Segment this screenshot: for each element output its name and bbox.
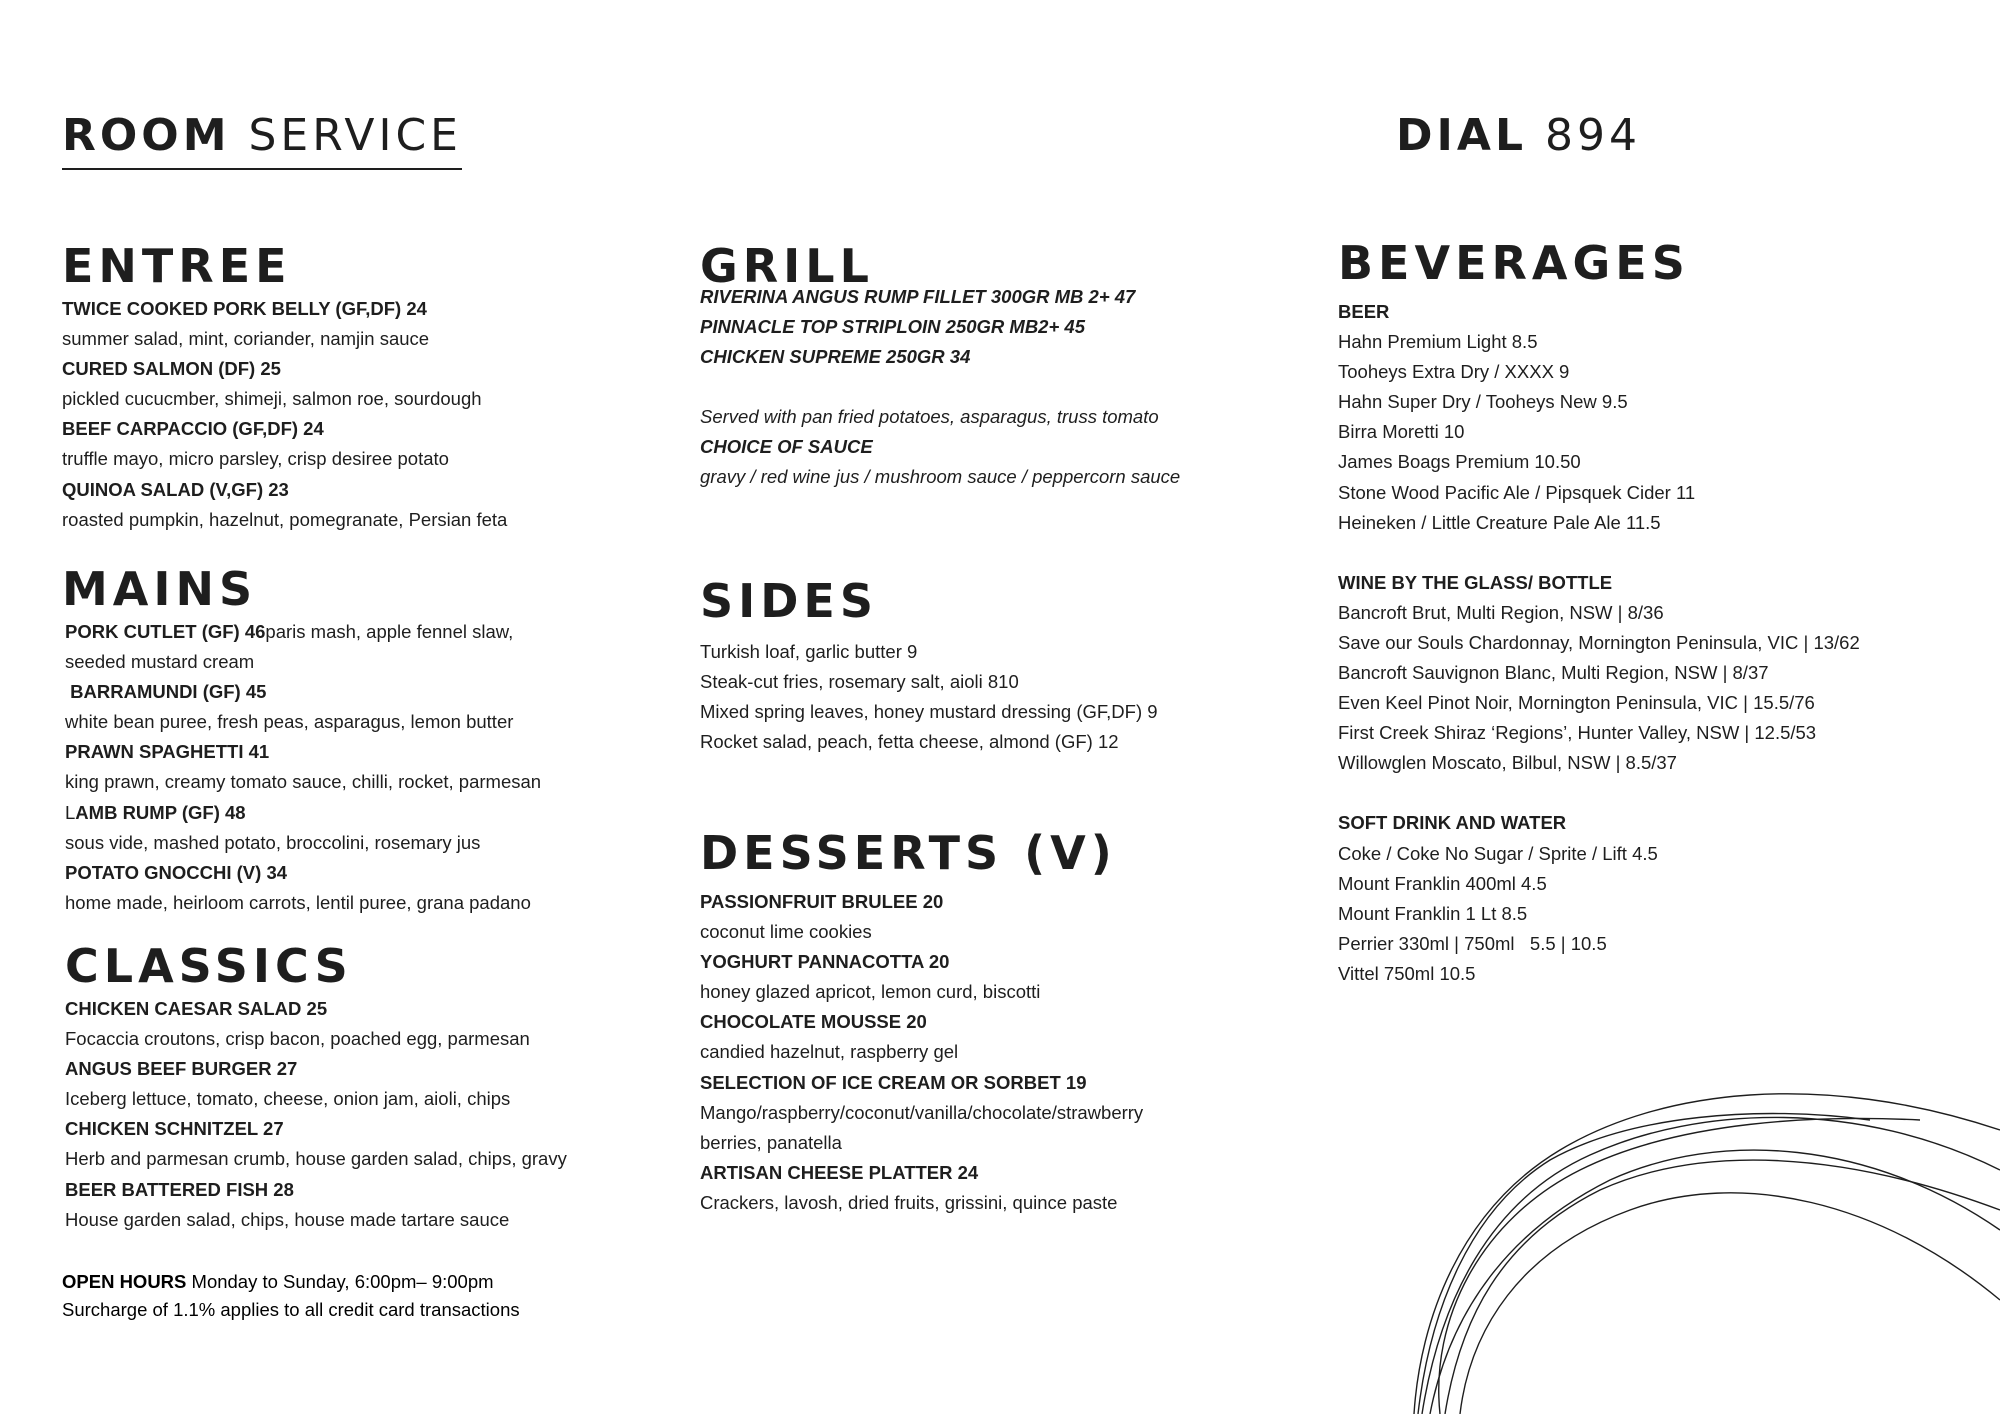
dessert-name: ARTISAN CHEESE PLATTER 24: [700, 1161, 979, 1183]
sauce-options: gravy / red wine jus / mushroom sauce / peppercorn sauce: [700, 466, 1181, 488]
footer-info: [62, 1268, 520, 1324]
side-item: Rocket salad, peach, fetta cheese, almond (GF) 12: [700, 731, 1119, 753]
dessert-name: SELECTION OF ICE CREAM OR SORBET 19: [700, 1071, 1087, 1093]
room-word: ROOM: [62, 110, 231, 161]
beverage-item: Bancroft Sauvignon Blanc, Multi Region, NSW | 8/37: [1338, 662, 1769, 684]
menu-item-desc: truffle mayo, micro parsley, crisp desiree potato: [62, 448, 449, 470]
side-item: Mixed spring leaves, honey mustard dressing (GF,DF) 9: [700, 701, 1158, 723]
grill-title: GRILL: [700, 239, 874, 293]
dial-heading: [1396, 108, 1641, 164]
surcharge-note: Surcharge of 1.1% applies to all credit card transactions: [62, 1299, 520, 1320]
dessert-name: CHOCOLATE MOUSSE 20: [700, 1011, 927, 1033]
beer-heading: BEER: [1338, 301, 1390, 322]
room-service-title: [62, 108, 462, 170]
menu-item-name: POTATO GNOCCHI (V) 34: [65, 861, 288, 883]
menu-item-name: QUINOA SALAD (V,GF) 23: [62, 478, 289, 500]
menu-item-desc: Herb and parmesan crumb, house garden salad, chips, gravy: [65, 1148, 567, 1170]
menu-item-name: PRAWN SPAGHETTI 41: [65, 741, 270, 763]
beverage-item: Mount Franklin 400ml 4.5: [1338, 872, 1547, 894]
beverages-section: [1338, 235, 1860, 989]
beverage-item: Birra Moretti 10: [1338, 421, 1465, 443]
grill-item: PINNACLE TOP STRIPLOIN 250GR MB2+ 45: [700, 316, 1085, 338]
beverage-item: Mount Franklin 1 Lt 8.5: [1338, 902, 1528, 924]
menu-item-desc: king prawn, creamy tomato sauce, chilli, rocket, parmesan: [65, 771, 542, 793]
menu-item-desc: summer salad, mint, coriander, namjin sauce: [62, 328, 430, 350]
menu-item-desc: pickled cucucmber, shimeji, salmon roe, sourdough: [62, 388, 482, 410]
grill-item: CHICKEN SUPREME 250GR 34: [700, 346, 971, 368]
open-hours: [62, 1268, 520, 1296]
menu-item-name: CURED SALMON (DF) 25: [62, 358, 281, 380]
beverage-item: Willowglen Moscato, Bilbul, NSW | 8.5/37: [1338, 752, 1677, 774]
beverage-item: Coke / Coke No Sugar / Sprite / Lift 4.5: [1338, 842, 1658, 864]
menu-item-desc: sous vide, mashed potato, broccolini, rosemary jus: [65, 831, 481, 853]
menu-item-desc: roasted pumpkin, hazelnut, pomegranate, Persian feta: [62, 508, 508, 530]
menu-item-desc: white bean puree, fresh peas, asparagus, lemon butter: [65, 711, 514, 733]
dessert-desc: honey glazed apricot, lemon curd, biscotti: [700, 981, 1041, 1003]
beverage-item: Stone Wood Pacific Ale / Pipsquek Cider 11: [1338, 481, 1696, 503]
menu-item-row: [65, 798, 541, 828]
menu-item-desc: paris mash, apple fennel slaw,: [265, 621, 514, 642]
menu-item-name: PORK CUTLET (GF) 46: [65, 621, 266, 642]
menu-item-desc: Focaccia croutons, crisp bacon, poached egg, parmesan: [65, 1028, 530, 1050]
open-hours-text: Monday to Sunday, 6:00pm– 9:00pm: [186, 1271, 494, 1292]
beverage-item: Heineken / Little Creature Pale Ale 11.5: [1338, 511, 1661, 533]
menu-item-name: ANGUS BEEF BURGER 27: [65, 1058, 298, 1080]
dial-number: 894: [1544, 110, 1641, 161]
entree-section: [62, 238, 507, 535]
menu-item-name-prefix: L: [65, 801, 76, 823]
dessert-desc: Mango/raspberry/coconut/vanilla/chocolate/strawberry: [700, 1101, 1144, 1123]
beverage-item: Save our Souls Chardonnay, Mornington Peninsula, VIC | 13/62: [1338, 631, 1860, 653]
beverage-item: Bancroft Brut, Multi Region, NSW | 8/36: [1338, 601, 1664, 623]
beverage-item: Perrier 330ml | 750ml 5.5 | 10.5: [1338, 932, 1607, 954]
dial-word: DIAL: [1396, 110, 1527, 161]
sauce-label: CHOICE OF SAUCE: [700, 436, 873, 458]
beverage-item: First Creek Shiraz ‘Regions’, Hunter Valley, NSW | 12.5/53: [1338, 722, 1817, 744]
scribble-circle-icon: [1400, 1060, 2000, 1414]
entree-title: ENTREE: [62, 239, 292, 293]
menu-item-name: AMB RUMP (GF) 48: [75, 801, 246, 823]
dessert-desc: Crackers, lavosh, dried fruits, grissini, quince paste: [700, 1191, 1118, 1213]
classics-section: [65, 938, 567, 1235]
menu-item-name: TWICE COOKED PORK BELLY (GF,DF) 24: [62, 298, 427, 319]
desserts-section: [700, 825, 1143, 1218]
service-word: SERVICE: [248, 110, 462, 161]
dessert-name: PASSIONFRUIT BRULEE 20: [700, 891, 944, 912]
desserts-title: DESSERTS (V): [700, 826, 1117, 880]
beverages-title: BEVERAGES: [1338, 236, 1690, 290]
dessert-desc: coconut lime cookies: [700, 921, 872, 943]
menu-item-name: CHICKEN SCHNITZEL 27: [65, 1118, 284, 1140]
beverage-item: Hahn Premium Light 8.5: [1338, 331, 1538, 353]
menu-item-desc: home made, heirloom carrots, lentil puree, grana padano: [65, 891, 531, 913]
grill-item: RIVERINA ANGUS RUMP FILLET 300GR MB 2+ 47: [700, 286, 1136, 307]
menu-item-name: BARRAMUNDI (GF) 45: [65, 681, 267, 703]
menu-item-row: [65, 617, 541, 647]
room-service-heading: [62, 108, 462, 170]
side-item: Turkish loaf, garlic butter 9: [700, 641, 918, 662]
sides-section: [700, 573, 1158, 757]
menu-item-name: CHICKEN CAESAR SALAD 25: [65, 998, 328, 1019]
beverage-item: Even Keel Pinot Noir, Mornington Peninsula, VIC | 15.5/76: [1338, 692, 1815, 714]
beverage-item: James Boags Premium 10.50: [1338, 451, 1581, 473]
beverage-item: Vittel 750ml 10.5: [1338, 962, 1476, 984]
mains-title: MAINS: [62, 562, 258, 616]
sides-title: SIDES: [700, 574, 878, 628]
mains-section: [62, 561, 541, 918]
classics-title: CLASSICS: [65, 939, 353, 993]
menu-item-name: BEER BATTERED FISH 28: [65, 1178, 294, 1200]
grill-section: [700, 238, 1180, 493]
dessert-name: YOGHURT PANNACOTTA 20: [700, 951, 950, 973]
grill-served-with: Served with pan fried potatoes, asparagus, truss tomato: [700, 406, 1159, 428]
wine-heading: WINE BY THE GLASS/ BOTTLE: [1338, 571, 1613, 593]
menu-item-name: BEEF CARPACCIO (GF,DF) 24: [62, 418, 324, 440]
menu-item-desc: seeded mustard cream: [65, 651, 255, 673]
beverage-item: Tooheys Extra Dry / XXXX 9: [1338, 361, 1570, 383]
menu-item-desc: Iceberg lettuce, tomato, cheese, onion jam, aioli, chips: [65, 1088, 511, 1110]
beverage-item: Hahn Super Dry / Tooheys New 9.5: [1338, 391, 1628, 413]
open-hours-label: OPEN HOURS: [62, 1271, 187, 1292]
dessert-desc: candied hazelnut, raspberry gel: [700, 1041, 959, 1063]
side-item: Steak-cut fries, rosemary salt, aioli 810: [700, 671, 1019, 693]
menu-item-desc: House garden salad, chips, house made tartare sauce: [65, 1208, 510, 1230]
dessert-desc: berries, panatella: [700, 1131, 842, 1153]
soft-drink-heading: SOFT DRINK AND WATER: [1338, 812, 1567, 834]
